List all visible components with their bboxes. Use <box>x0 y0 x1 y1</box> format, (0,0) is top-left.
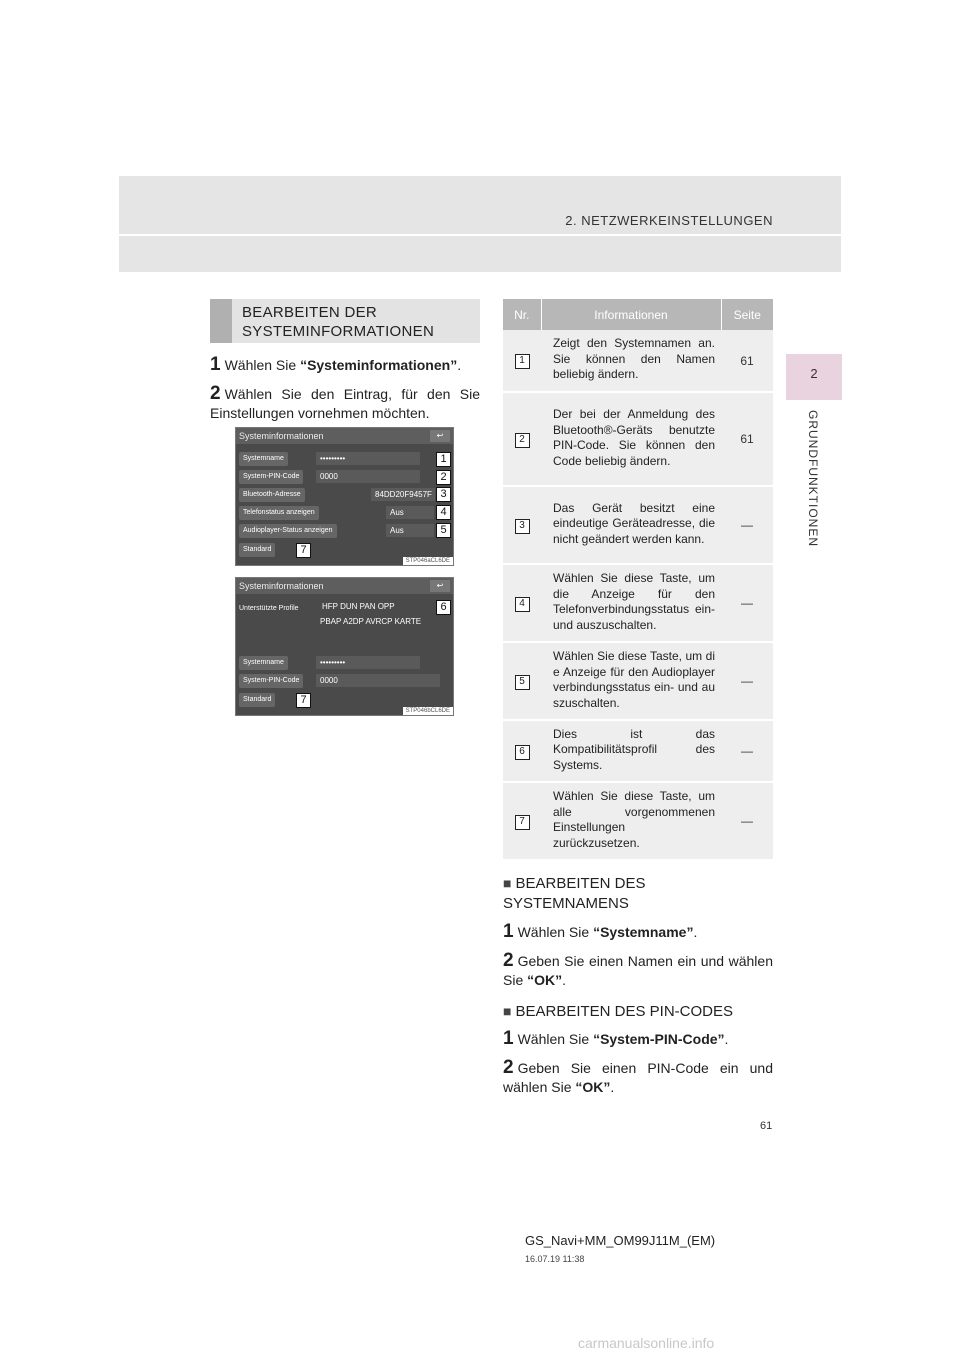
row-phone-status <box>239 506 319 520</box>
row-page: — <box>721 486 773 564</box>
subsection-pin-heading <box>503 1001 773 1022</box>
row-label: Unterstützte Profile <box>239 605 299 612</box>
step-text-end: . <box>724 1031 729 1047</box>
table-row <box>503 642 773 720</box>
callout-1: 1 <box>436 452 451 467</box>
step-number: 1 <box>503 1028 514 1049</box>
header-nr: Nr. <box>503 299 541 330</box>
callout-4: 4 <box>436 505 451 520</box>
profiles-line-1: HFP DUN PAN OPP <box>322 602 395 611</box>
step-text: Wählen Sie <box>224 357 301 373</box>
row-info: Wählen Sie diese Taste, um alle vorgenommenen Einstellungen zurückzusetzen. <box>541 782 721 860</box>
row-value: ••••••••• <box>316 656 420 669</box>
step-text: Geben Sie einen PIN-Code ein und wählen Sie <box>503 1060 773 1095</box>
screenshot-system-info-2 <box>235 577 454 716</box>
step-number: 1 <box>503 921 514 942</box>
row-label: Bluetooth-Adresse <box>239 488 305 502</box>
row-value: 84DD20F9457F <box>371 488 435 501</box>
row-value: Aus <box>386 506 434 519</box>
step-bold-text: “Systeminformationen” <box>300 357 458 373</box>
row-info: Wählen Sie diese Taste, um die Anzeige für den Audioplayerverbindungsstatus ein- und auszuschalten. <box>541 642 721 720</box>
standard-button <box>239 693 275 707</box>
row-bt-address <box>239 488 305 502</box>
row-label: Systemname <box>239 656 288 670</box>
step-number: 2 <box>503 1057 514 1078</box>
row-page: — <box>721 564 773 642</box>
header-rule <box>119 234 841 236</box>
sub-name-step-2 <box>503 951 773 990</box>
row-systemname <box>239 656 288 670</box>
row-label: System-PIN-Code <box>239 470 303 484</box>
row-info: Das Gerät besitzt eine eindeutige Geräteadresse, die nicht geändert werden kann. <box>541 486 721 564</box>
row-page: — <box>721 642 773 720</box>
profiles-line-2: PBAP A2DP AVRCP KARTE <box>320 617 422 626</box>
callout-2: 2 <box>436 470 451 485</box>
step-text-end: . <box>610 1079 615 1095</box>
row-value: ••••••••• <box>316 452 420 465</box>
table-row <box>503 720 773 782</box>
square-bullet-icon: ■ <box>503 1003 512 1019</box>
row-number: 7 <box>515 815 530 830</box>
step-bold-text: “Systemname” <box>593 924 694 940</box>
chapter-tab-label: GRUNDFUNKTIONEN <box>806 410 820 547</box>
step-text: Geben Sie einen Namen ein und wählen Sie <box>503 953 773 988</box>
row-label: Audioplayer-Status anzeigen <box>239 524 337 538</box>
row-info: Der bei der Anmeldung des Bluetooth®-Geräts benutzte PIN-Code. Sie können den Code beliebig ändern. <box>541 392 721 486</box>
profiles-label <box>239 602 299 616</box>
image-caption: STP046aCL6DE <box>403 557 453 565</box>
row-label: Standard <box>239 543 275 557</box>
row-info: Zeigt den Systemnamen an. Sie können den Namen beliebig ändern. <box>541 330 721 392</box>
info-table <box>503 299 773 861</box>
footer-date: 16.07.19 11:38 <box>525 1254 585 1264</box>
subsection-title: BEARBEITEN DES SYSTEMNAMENS <box>503 875 646 912</box>
row-value: 0000 <box>316 674 440 687</box>
row-info: Wählen Sie diese Taste, um die Anzeige für den Telefonverbindungsstatus ein- und auszuschalten. <box>541 564 721 642</box>
subsection-title: BEARBEITEN DES PIN-CODES <box>515 1003 734 1020</box>
step-text: Wählen Sie <box>517 924 594 940</box>
row-label: Telefonstatus anzeigen <box>239 506 319 520</box>
header-band <box>119 176 841 272</box>
step-number: 2 <box>503 950 514 971</box>
screenshot-system-info-1 <box>235 427 454 566</box>
screen-title: Systeminformationen <box>236 578 453 594</box>
step-number: 1 <box>210 354 221 375</box>
image-caption: STP046bCL6DE <box>403 707 453 715</box>
watermark: carmanualsonline.info <box>578 1335 715 1351</box>
row-number: 6 <box>515 745 530 760</box>
row-label: System-PIN-Code <box>239 674 303 688</box>
row-number: 2 <box>515 433 530 448</box>
subsection-systemname-heading <box>503 873 773 914</box>
table-header-row <box>503 299 773 330</box>
step-bold-text: “OK” <box>575 1079 611 1095</box>
step-1 <box>210 355 480 375</box>
row-page: — <box>721 782 773 860</box>
row-number: 3 <box>515 519 530 534</box>
row-pin <box>239 674 303 688</box>
page-number: 61 <box>760 1120 773 1132</box>
callout-7b: 7 <box>296 693 311 708</box>
step-2 <box>210 384 480 423</box>
row-info: Dies ist das Kompatibilitätsprofil des Systems. <box>541 720 721 782</box>
callout-7: 7 <box>296 543 311 558</box>
sub-name-step-1 <box>503 922 773 942</box>
step-text-end: . <box>562 972 567 988</box>
step-bold-text: “OK” <box>527 972 563 988</box>
step-text: Wählen Sie den Eintrag, für den Sie Einstellungen vornehmen möchten. <box>210 386 480 421</box>
row-number: 1 <box>515 354 530 369</box>
row-label: Standard <box>239 693 275 707</box>
step-number: 2 <box>210 383 221 404</box>
footer-doc-code: GS_Navi+MM_OM99J11M_(EM) <box>525 1233 716 1248</box>
table-row <box>503 486 773 564</box>
back-icon: ↩ <box>430 580 450 592</box>
callout-5: 5 <box>436 523 451 538</box>
step-text-end: . <box>457 357 462 373</box>
square-bullet-icon: ■ <box>503 875 512 891</box>
row-pin <box>239 470 303 484</box>
callout-6: 6 <box>436 600 451 615</box>
section-heading: BEARBEITEN DER SYSTEMINFORMATIONEN <box>210 299 480 343</box>
sub-pin-step-2 <box>503 1058 773 1097</box>
step-text: Wählen Sie <box>517 1031 594 1047</box>
callout-3: 3 <box>436 487 451 502</box>
table-row <box>503 564 773 642</box>
chapter-tab-number: 2 <box>786 354 842 400</box>
row-systemname <box>239 452 288 466</box>
row-page: 61 <box>721 330 773 392</box>
row-number: 4 <box>515 597 530 612</box>
row-audio-status <box>239 524 337 538</box>
step-bold-text: “System-PIN-Code” <box>593 1031 725 1047</box>
table-row <box>503 782 773 860</box>
sub-pin-step-1 <box>503 1029 773 1049</box>
table-row <box>503 392 773 486</box>
row-label: Systemname <box>239 452 288 466</box>
table-row <box>503 330 773 392</box>
row-page: 61 <box>721 392 773 486</box>
header-info: Informationen <box>541 299 721 330</box>
row-value: Aus <box>386 524 434 537</box>
header-title: 2. NETZWERKEINSTELLUNGEN <box>565 213 773 228</box>
step-text-end: . <box>693 924 698 940</box>
standard-button <box>239 543 275 557</box>
screen-title: Systeminformationen <box>236 428 453 444</box>
row-number: 5 <box>515 675 530 690</box>
row-page: — <box>721 720 773 782</box>
header-page: Seite <box>721 299 773 330</box>
back-icon: ↩ <box>430 430 450 442</box>
row-value: 0000 <box>316 470 420 483</box>
